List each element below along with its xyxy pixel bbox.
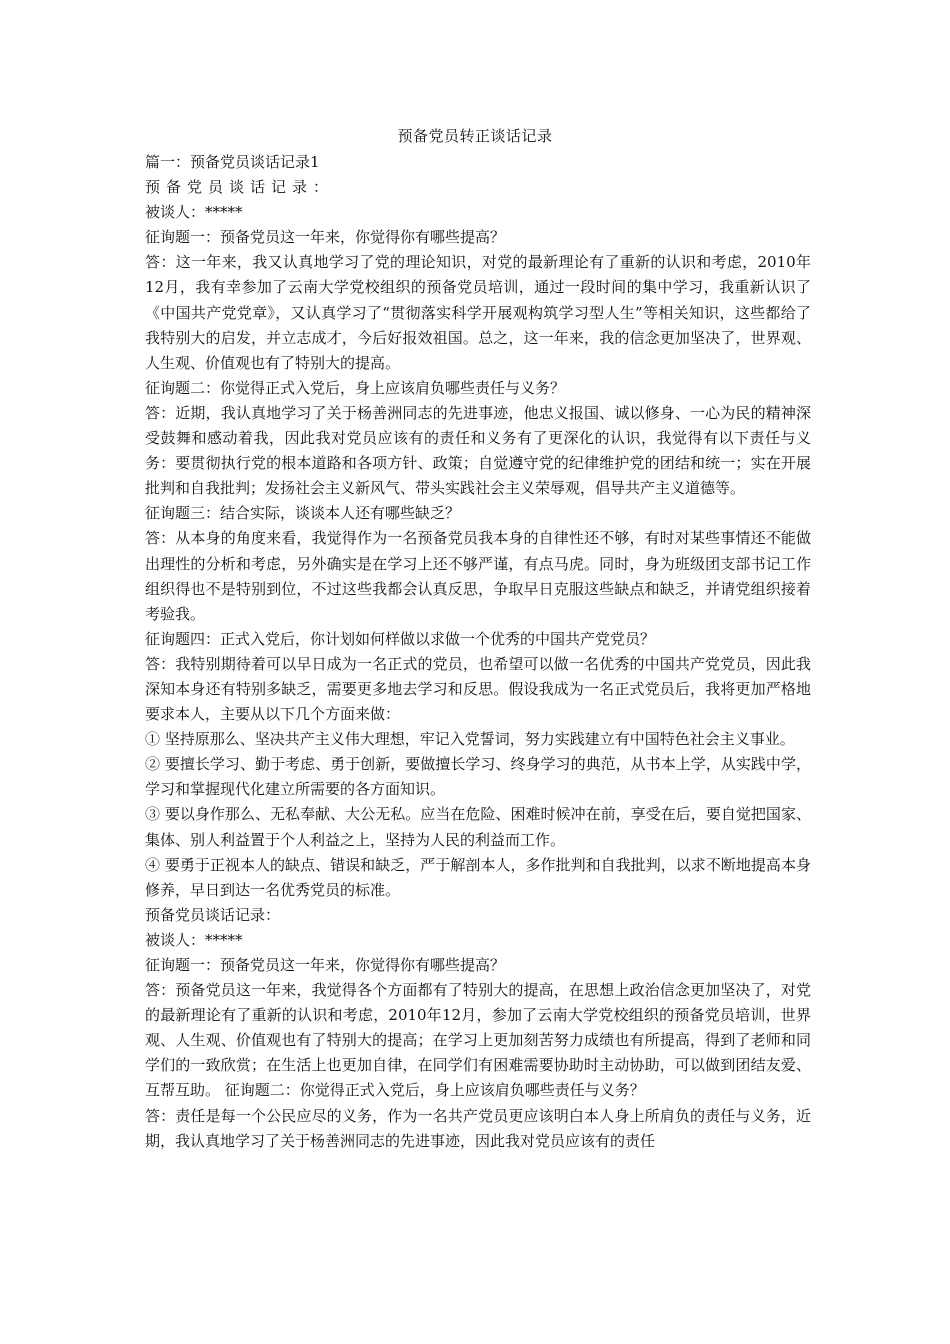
paragraph: 答：这一年来，我又认真地学习了党的理论知识，对党的最新理论有了重新的认识和考虑，2010年12月，我有幸参加了云南大学党校组织的预备党员培训，通过一段时间的集中学习，我重新认识了《中国共产党党章》，又认真学习了“贯彻落实科学开展观构筑学习型人生”等相关知识，这些都给了我特别大的启发，并立志成才，今后好报效祖国。总之，这一年来，我的信念更加坚决了，世界观、人生观、价值观也有了特别大的提高。 — [145, 253, 811, 372]
paragraph: ① 坚持原那么、坚决共产主义伟大理想，牢记入党誓词，努力实践建立有中国特色社会主义事业。 — [145, 730, 795, 749]
paragraph: ② 要擅长学习、勤于考虑、勇于创新，要做擅长学习、终身学习的典范，从书本上学，从实践中学，学习和掌握现代化建立所需要的各方面知识。 — [145, 755, 811, 799]
paragraph: 征询题一：预备党员这一年来，你觉得你有哪些提高？ — [145, 956, 506, 974]
paragraph: 答：责任是每一个公民应尽的义务，作为一名共产党员更应该明白本人身上所肩负的责任与义务，近期，我认真地学习了关于杨善洲同志的先进事迹，因此我对党员应该有的责任 — [145, 1106, 811, 1150]
paragraph: 征询题二：你觉得正式入党后，身上应该肩负哪些责任与义务？ — [145, 378, 566, 397]
paragraph: ③ 要以身作那么、无私奉献、大公无私。应当在危险、困难时候冲在前，享受在后，要自觉把国家、集体、别人利益置于个人利益之上，坚持为人民的利益而工作。 — [145, 805, 811, 849]
paragraph: 答：我特别期待着可以早日成为一名正式的党员，也希望可以做一名优秀的中国共产党党员，因此我深知本身还有特别多缺乏，需要更多地去学习和反思。假设我成为一名正式党员后，我将更加严格地要求本人，主要从以下几个方面来做： — [145, 654, 811, 724]
paragraph: 预备党员谈话记录： — [145, 905, 281, 924]
paragraph: 征询题三：结合实际，谈谈本人还有哪些缺乏？ — [145, 504, 461, 523]
paragraph: 答：近期，我认真地学习了关于杨善洲同志的先进事迹，他忠义报国、诚以修身、一心为民的精神深受鼓舞和感动着我，因此我对党员应该有的责任和义务有了更深化的认识，我觉得有以下责任与义务：要贯彻执行党的根本道路和各项方针、政策；自觉遵守党的纪律维护党的团结和统一；实在开展批判和自我批判；发扬社会主义新风气、带头实践社会主义荣辱观，倡导共产主义道德等。 — [145, 403, 811, 498]
document-title: 预备党员转正谈话记录 — [397, 127, 553, 145]
paragraph: 被谈人：***** — [145, 203, 243, 222]
paragraph: 答：从本身的角度来看，我觉得作为一名预备党员我本身的自律性还不够，有时对某些事情还不能做出理性的分析和考虑，另外确实是在学习上还不够严谨，有点马虎。同时，身为班级团支部书记工作组织得也不是特别到位，不过这些我都会认真反思，争取早日克服这些缺点和缺乏，并请党组织接着考验我。 — [145, 529, 811, 623]
document-body — [145, 150, 811, 1154]
paragraph: 预备党员谈话记录： — [145, 178, 335, 197]
paragraph: 被谈人：***** — [145, 930, 243, 949]
paragraph: 征询题一：预备党员这一年来，你觉得你有哪些提高？ — [145, 228, 506, 247]
paragraph: ④ 要勇于正视本人的缺点、错误和缺乏，严于解剖本人，多作批判和自我批判，以求不断地提高本身修养，早日到达一名优秀党员的标准。 — [145, 855, 811, 899]
paragraph: 答：预备党员这一年来，我觉得各个方面都有了特别大的提高，在思想上政治信念更加坚决了，对党的最新理论有了重新的认识和考虑，2010年12月，参加了云南大学党校组织的预备党员培训，世界观、人生观、价值观也有了特别大的提高；在学习上更加刻苦努力成绩也有所提高，得到了老师和同学们的一致欣赏；在生活上也更加自律，在同学们有困难需要协助时主动协助，可以做到团结友爱、互帮互助。 征询题二：你觉得正式入党后，身上应该肩负哪些责任与义务？ — [145, 981, 811, 1100]
paragraph: 篇一：预备党员谈话记录1 — [145, 153, 320, 171]
paragraph: 征询题四：正式入党后，你计划如何样做以求做一个优秀的中国共产党党员？ — [145, 629, 656, 648]
